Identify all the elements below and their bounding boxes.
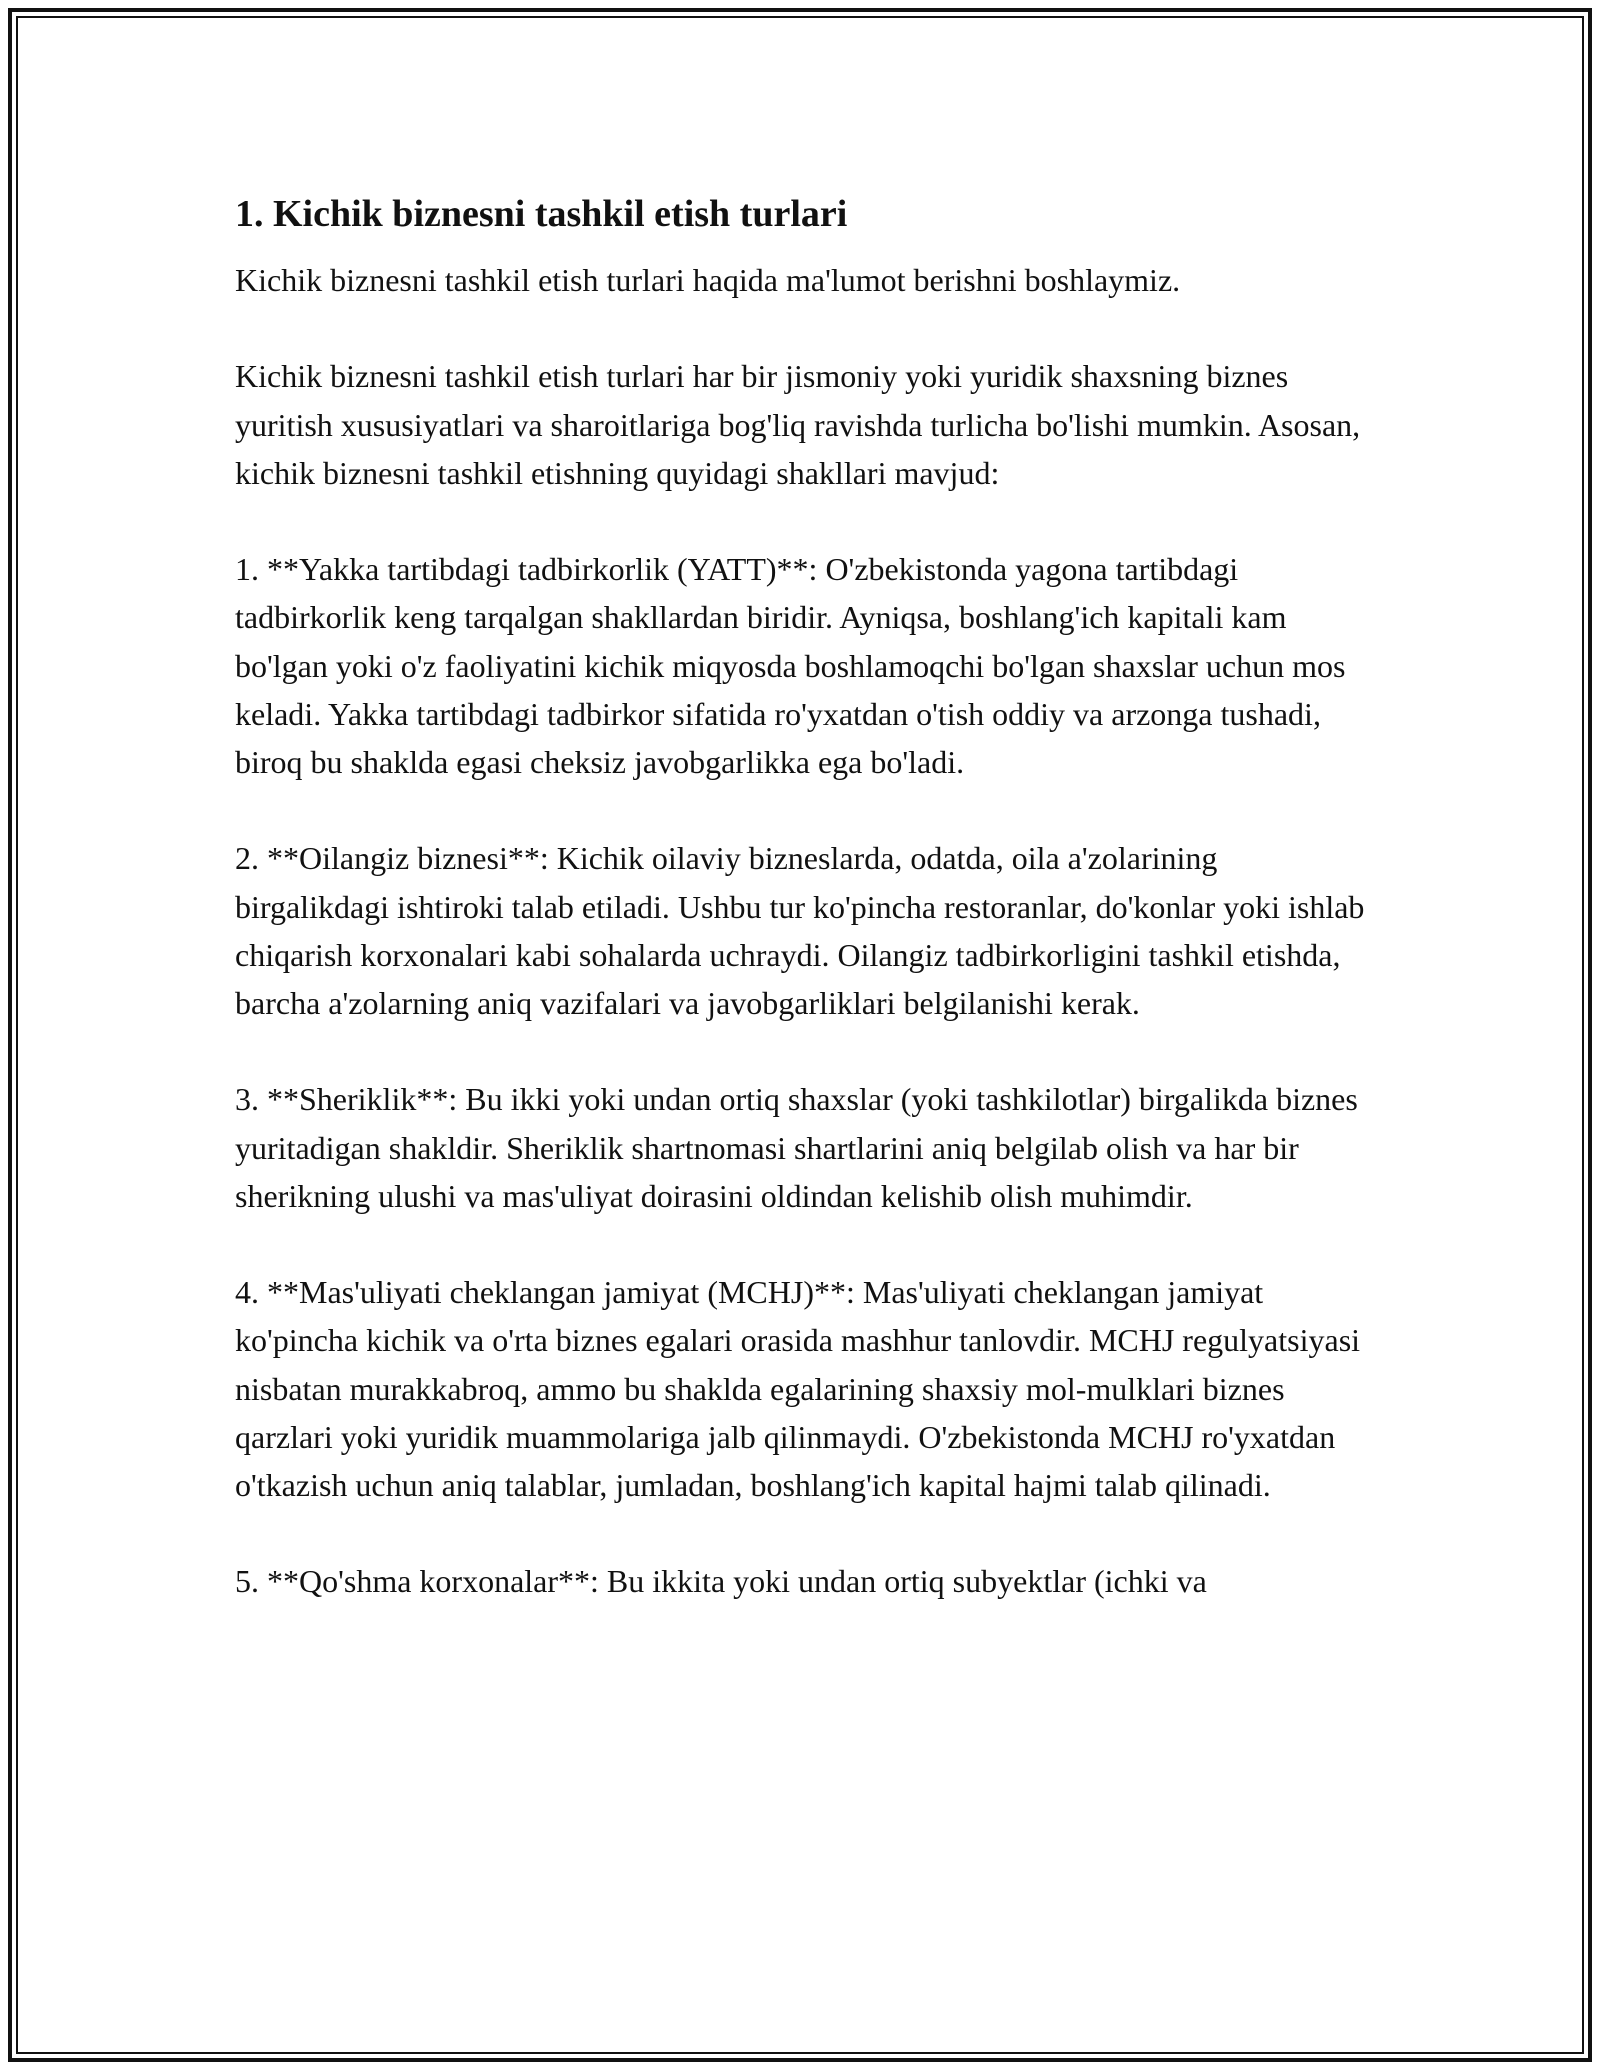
- intro-paragraph: Kichik biznesni tashkil etish turlari haqida ma'lumot berishni boshlaymiz.: [235, 262, 1181, 298]
- item-yatt-paragraph: 1. **Yakka tartibdagi tadbirkorlik (YATT)**: O'zbekistonda yagona tartibdagi tadbirkorlik keng tarqalgan shakllardan biridir. Ayniqsa, boshlang'ich kapitali kam bo'lgan yoki o'z faoliyatini kichik miqyosda boshlamoqchi bo'lgan shaxslar uchun mos keladi. Yakka tartibdagi tadbirkor sifatida ro'yxatdan o'tish oddiy va arzonga tushadi, biroq bu shaklda egasi cheksiz javobgarlikka ega bo'ladi.: [235, 551, 1346, 780]
- document-title: 1. Kichik biznesni tashkil etish turlari: [235, 193, 848, 235]
- document-body: [235, 188, 1375, 1606]
- overview-paragraph: Kichik biznesni tashkil etish turlari har bir jismoniy yoki yuridik shaxsning biznes yuritish xususiyatlari va sharoitlariga bog'liq ravishda turlicha bo'lishi mumkin. Asosan, kichik biznesni tashkil etishning quyidagi shakllari mavjud:: [235, 358, 1361, 491]
- item-joint-venture-paragraph: 5. **Qo'shma korxonalar**: Bu ikkita yoki undan ortiq subyektlar (ichki va: [235, 1563, 1207, 1600]
- item-family-business-paragraph: 2. **Oilangiz biznesi**: Kichik oilaviy bizneslarda, odatda, oila a'zolarining birgalikdagi ishtiroki talab etiladi. Ushbu tur ko'pincha restoranlar, do'konlar yoki ishlab chiqarish korxonalari kabi sohalarda uchraydi. Oilangiz tadbirkorligini tashkil etishda, barcha a'zolarning aniq vazifalari va javobgarliklari belgilanishi kerak.: [235, 840, 1365, 1021]
- item-partnership-paragraph: 3. **Sheriklik**: Bu ikki yoki undan ortiq shaxslar (yoki tashkilotlar) birgalikda biznes yuritadigan shakldir. Sheriklik shartnomasi shartlarini aniq belgilab olish va har bir sherikning ulushi va mas'uliyat doirasini oldindan kelishib olish muhimdir.: [235, 1081, 1358, 1214]
- item-llc-paragraph: 4. **Mas'uliyati cheklangan jamiyat (MCHJ)**: Mas'uliyati cheklangan jamiyat ko'pincha kichik va o'rta biznes egalari orasida mashhur tanlovdir. MCHJ regulyatsiyasi nisbatan murakkabroq, ammo bu shaklda egalarining shaxsiy mol-mulklari biznes qarzlari yoki yuridik muammolariga jalb qilinmaydi. O'zbekistonda MCHJ ro'yxatdan o'tkazish uchun aniq talablar, jumladan, boshlang'ich kapital hajmi talab qilinadi.: [235, 1274, 1361, 1503]
